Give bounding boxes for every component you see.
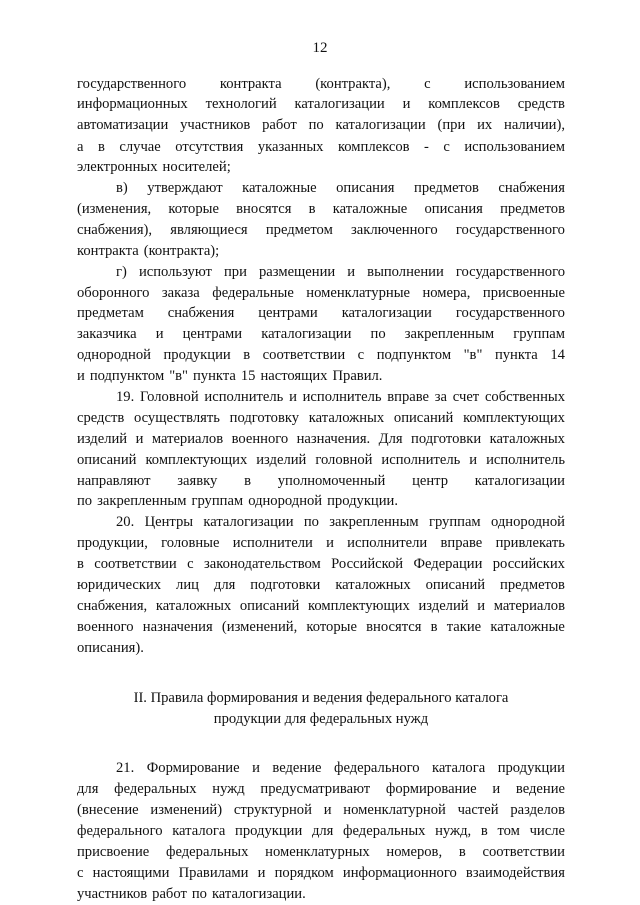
text-line: средств осуществлять подготовку каталожных описаний комплектующих xyxy=(77,410,565,426)
text-line: оборонного заказа федеральные номенклатурные номера, присвоенные xyxy=(77,285,565,301)
text-line: однородной продукции в соответствии с подпунктом "в" пункта 14 xyxy=(77,347,565,363)
section-heading-line: II. Правила формирования и ведения федерального каталога xyxy=(133,690,509,706)
section-heading-line: продукции для федеральных нужд xyxy=(213,711,429,727)
text-line: заказчика и центрами каталогизации по закрепленным группам xyxy=(77,326,565,342)
text-line: государственного контракта (контракта), с использованием xyxy=(77,76,565,92)
text-line: снабжения), являющиеся предметом заключенного государственного xyxy=(77,222,565,238)
text-line: снабжения, каталожных описаний комплектующих изделий и материалов xyxy=(77,598,565,614)
text-line: г) используют при размещении и выполнении государственного xyxy=(116,264,565,280)
text-line: описаний комплектующих изделий головной исполнитель и исполнитель xyxy=(77,452,565,468)
text-line: присвоение федеральных номенклатурных номеров, в соответствии xyxy=(77,844,565,860)
text-line: электронных носителей; xyxy=(77,159,231,175)
text-line: по закрепленным группам однородной продукции. xyxy=(77,493,398,509)
text-line: юридических лиц для подготовки каталожных описаний предметов xyxy=(77,577,565,593)
text-line: (изменения, которые вносятся в каталожные описания предметов xyxy=(77,201,565,217)
text-line: а в случае отсутствия указанных комплексов - с использованием xyxy=(77,139,565,155)
text-line: 19. Головной исполнитель и исполнитель вправе за счет собственных xyxy=(116,389,565,405)
text-line: федерального каталога продукции для федеральных нужд, в том числе xyxy=(77,823,565,839)
text-line: в соответствии с законодательством Российской Федерации российских xyxy=(77,556,565,572)
text-line: 20. Центры каталогизации по закрепленным группам однородной xyxy=(116,514,565,530)
text-line: направляют заявку в уполномоченный центр каталогизации xyxy=(77,473,565,489)
text-line: с настоящими Правилами и порядком информационного взаимодействия xyxy=(77,865,565,881)
text-line: 21. Формирование и ведение федерального каталога продукции xyxy=(116,760,565,776)
page-number: 12 xyxy=(312,40,328,56)
text-line: и подпунктом "в" пункта 15 настоящих Правил. xyxy=(77,368,383,384)
text-line: изделий и материалов военного назначения. Для подготовки каталожных xyxy=(77,431,565,447)
text-line: предметам снабжения центрами каталогизации государственного xyxy=(77,305,565,321)
text-line: описания). xyxy=(77,640,144,656)
text-line: (внесение изменений) структурной и номенклатурной частей разделов xyxy=(77,802,565,818)
text-line: продукции, головные исполнители и исполнители вправе привлекать xyxy=(77,535,565,551)
text-line: в) утверждают каталожные описания предметов снабжения xyxy=(116,180,565,196)
text-line: участников работ по каталогизации. xyxy=(77,886,306,902)
text-line: военного назначения (изменений, которые вносятся в такие каталожные xyxy=(77,619,565,635)
text-line: автоматизации участников работ по каталогизации (при их наличии), xyxy=(77,117,565,133)
text-line: для федеральных нужд предусматривают формирование и ведение xyxy=(77,781,565,797)
text-line: контракта (контракта); xyxy=(77,243,220,259)
text-line: информационных технологий каталогизации и комплексов средств xyxy=(77,96,565,112)
